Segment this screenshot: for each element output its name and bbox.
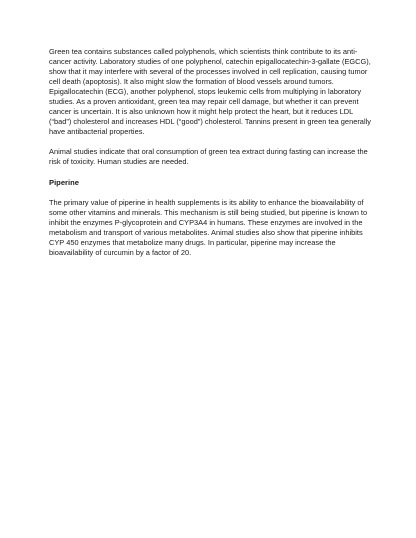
document-page [49,47,371,258]
paragraph-spacer [49,168,371,178]
paragraph-spacer [49,137,371,147]
animal-studies-paragraph: Animal studies indicate that oral consumption of green tea extract during fasting can increase the risk of toxicity. Human studies are needed. [49,147,368,167]
heading-spacer [49,188,371,198]
green-tea-paragraph: Green tea contains substances called polyphenols, which scientists think contribute to its anti-cancer activity. Laboratory studies of one polyphenol, catechin epigallocatechin-3-gallate (EGCG), show that it may interfere with several of the processes involved in cell replication, causing tumor cell death (apoptosis). It also might slow the formation of blood vessels around tumors. Epigallocatechin (ECG), another polyphenol, stops leukemic cells from multiplying in laboratory studies. As a proven antioxidant, green tea may repair cell damage, but whether it can prevent cancer is uncertain. It is also unknown how it might help protect the heart, but it reduces LDL (“bad”) cholesterol and increases HDL (“good”) cholesterol. Tannins present in green tea generally have antibacterial properties. [49,47,371,137]
piperine-heading: Piperine [49,177,79,187]
piperine-paragraph: The primary value of piperine in health supplements is its ability to enhance the bioavailability of some other vitamins and minerals. This mechanism is still being studied, but piperine is known to inhibit the enzymes P-glycoprotein and CYP3A4 in humans. These enzymes are involved in the metabolism and transport of various metabolites. Animal studies also show that piperine inhibits CYP 450 enzymes that metabolize many drugs. In particular, piperine may increase the bioavailability of curcumin by a factor of 20. [49,197,368,257]
